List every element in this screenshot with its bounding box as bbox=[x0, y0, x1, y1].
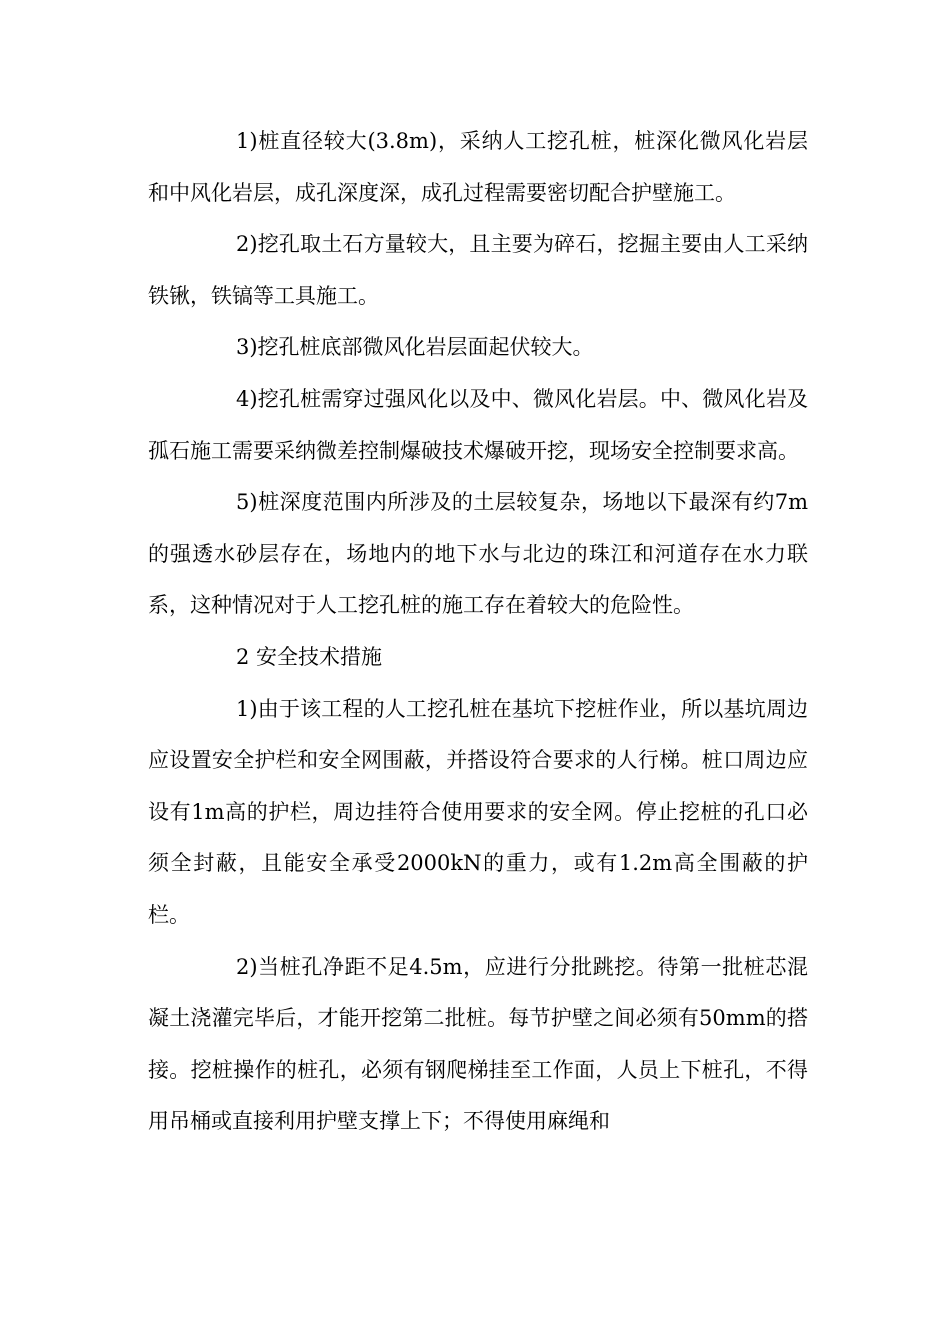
paragraph-4: 4)挖孔桩需穿过强风化以及中、微风化岩层。中、微风化岩及孤石施工需要采纳微差控制爆破技术爆破开挖，现场安全控制要求高。 bbox=[148, 386, 808, 463]
paragraph-7: 2)当桩孔净距不足4.5m，应进行分批跳挖。待第一批桩芯混凝土浇灌完毕后，才能开挖第二批桩。每节护壁之间必须有50mm的搭接。挖桩操作的桩孔，必须有钢爬梯挂至工作面，人员上下桩孔，不得用吊桶或直接利用护壁支撑上下；不得使用麻绳和 bbox=[148, 954, 808, 1134]
section-heading: 2 安全技术措施 bbox=[236, 644, 383, 669]
paragraph-6: 1)由于该工程的人工挖孔桩在基坑下挖桩作业，所以基坑周边应设置安全护栏和安全网围蔽，并搭设符合要求的人行梯。桩口周边应设有1m高的护栏，周边挂符合使用要求的安全网。停止挖桩的孔口必须全封蔽，且能安全承受2000kN的重力，或有1.2m高全围蔽的护栏。 bbox=[148, 696, 808, 927]
document-body bbox=[148, 116, 808, 1148]
paragraph-2: 2)挖孔取土石方量较大，且主要为碎石，挖掘主要由人工采纳铁锹，铁镐等工具施工。 bbox=[148, 232, 808, 308]
paragraph-3: 3)挖孔桩底部微风化岩层面起伏较大。 bbox=[236, 335, 594, 360]
paragraph-1: 1)桩直径较大(3.8m)，采纳人工挖孔桩，桩深化微风化岩层和中风化岩层，成孔深度深，成孔过程需要密切配合护壁施工。 bbox=[148, 129, 808, 205]
paragraph-5: 5)桩深度范围内所涉及的土层较复杂，场地以下最深有约7m的强透水砂层存在，场地内的地下水与北边的珠江和河道存在水力联系，这种情况对于人工挖孔桩的施工存在着较大的危险性。 bbox=[148, 490, 808, 618]
